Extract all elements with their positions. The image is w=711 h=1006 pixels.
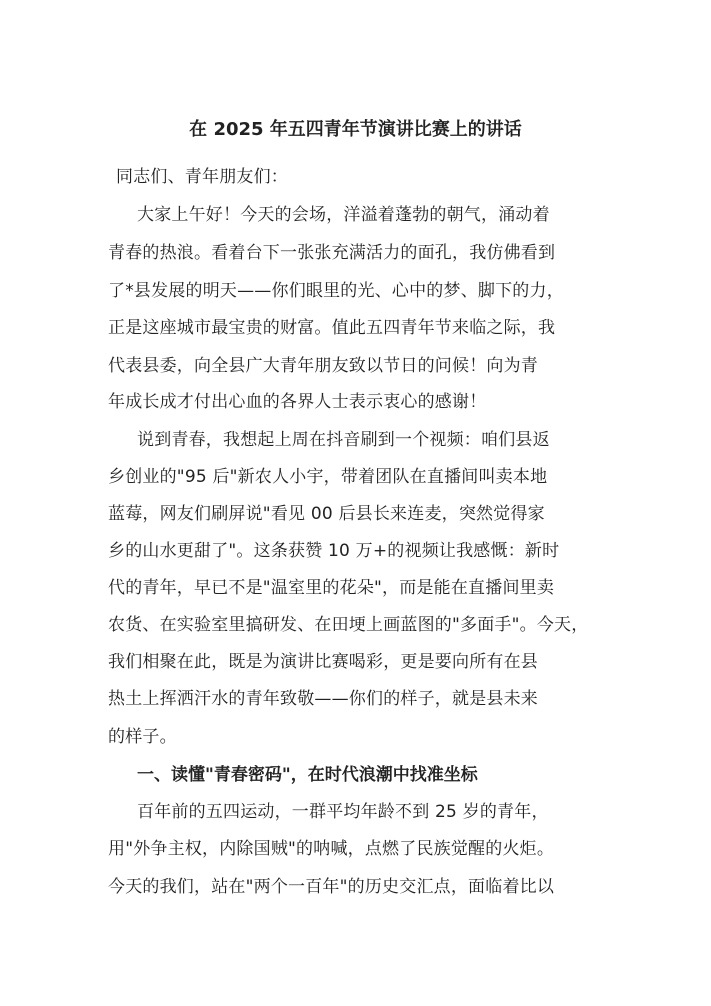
paragraph-2-line-3: 蓝莓，网友们刷屏说"看见 00 后县长来连麦，突然觉得家 <box>108 504 545 524</box>
paragraph-1-line-5: 代表县委，向全县广大青年朋友致以节日的问候！向为青 <box>108 356 538 376</box>
paragraph-3-line-1: 百年前的五四运动，一群平均年龄不到 25 岁的青年， <box>137 802 549 822</box>
paragraph-2-line-6: 农货、在实验室里搞研发、在田埂上画蓝图的"多面手"。今天， <box>108 615 589 635</box>
salutation: 同志们、青年朋友们： <box>116 167 288 187</box>
paragraph-3-line-2: 用"外争主权，内除国贼"的呐喊，点燃了民族觉醒的火炬。 <box>108 839 555 859</box>
section-heading-1: 一、读懂"青春密码"，在时代浪潮中找准坐标 <box>137 765 478 785</box>
paragraph-1-line-3: 了*县发展的明天——你们眼里的光、心中的梦、脚下的力， <box>108 281 564 301</box>
paragraph-2-line-2: 乡创业的"95 后"新农人小宇，带着团队在直播间叫卖本地 <box>108 467 548 487</box>
paragraph-1-line-6: 年成长成才付出心血的各界人士表示衷心的感谢！ <box>108 392 487 412</box>
speech-title: 在 2025 年五四青年节演讲比赛上的讲话 <box>189 119 522 140</box>
paragraph-2-line-4: 乡的山水更甜了"。这条获赞 10 万+的视频让我感慨：新时 <box>108 541 560 561</box>
paragraph-2-line-1: 说到青春，我想起上周在抖音刷到一个视频：咱们县返 <box>137 430 550 450</box>
paragraph-1-line-2: 青春的热浪。看着台下一张张充满活力的面孔，我仿佛看到 <box>108 243 556 263</box>
paragraph-1-line-1: 大家上午好！今天的会场，洋溢着蓬勃的朝气，涌动着 <box>137 205 550 225</box>
paragraph-2-line-5: 代的青年，早已不是"温室里的花朵"，而是能在直播间里卖 <box>108 578 555 598</box>
paragraph-2-line-9: 的样子。 <box>108 727 177 747</box>
paragraph-3-line-3: 今天的我们，站在"两个一百年"的历史交汇点，面临着比以 <box>108 877 555 897</box>
paragraph-2-line-7: 我们相聚在此，既是为演讲比赛喝彩，更是要向所有在县 <box>108 652 538 672</box>
paragraph-2-line-8: 热土上挥洒汗水的青年致敬——你们的样子，就是县未来 <box>108 689 538 709</box>
paragraph-1-line-4: 正是这座城市最宝贵的财富。值此五四青年节来临之际，我 <box>108 318 556 338</box>
